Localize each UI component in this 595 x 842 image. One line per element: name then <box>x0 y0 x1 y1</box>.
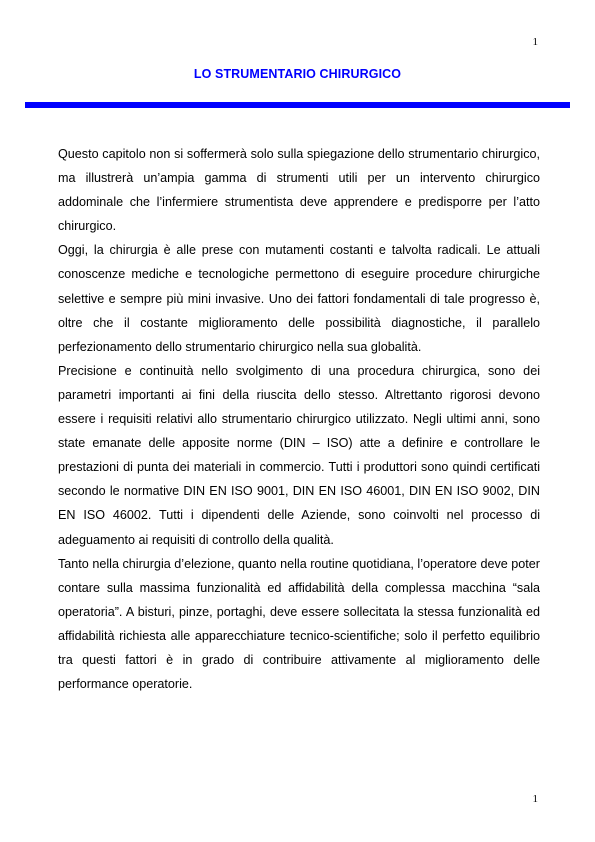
paragraph: Tanto nella chirurgia d’elezione, quanto nella routine quotidiana, l’operatore deve poter contare sulla massima funzionalità ed affidabilità della complessa macchina “sala operatoria”. A bisturi, pinze, portaghi, deve essere sollecitata la stessa funzionalità ed affidabilità richiesta alle apparecchiature tecnico-scientifiche; solo il perfetto equilibrio tra questi fattori è in grado di contribuire attivamente al miglioramento delle performance operatorie. <box>58 556 540 692</box>
paragraph: Precisione e continuità nello svolgimento di una procedura chirurgica, sono dei parametri importanti ai fini della riuscita dello stesso. Altrettanto rigorosi devono essere i requisiti relativi allo strumentario chirurgico utilizzato. Negli ultimi anni, sono state emanate delle apposite norme (DIN – ISO) atte a definire e controllare le prestazioni di punta dei materiali in commercio. Tutti i produttori sono quindi certificati secondo le normative DIN EN ISO 9001, DIN EN ISO 46001, DIN EN ISO 9002, DIN EN ISO 46002. Tutti i dipendenti delle Aziende, sono coinvolti nel processo di adeguamento ai requisiti di controllo della qualità. <box>58 363 540 547</box>
body-text <box>58 142 540 696</box>
title-divider <box>25 102 570 108</box>
paragraph: Questo capitolo non si soffermerà solo sulla spiegazione dello strumentario chirurgico, ma illustrerà un’ampia gamma di strumenti utili per un intervento chirurgico addominale che l’infermiere strumentista deve apprendere e predisporre per l’atto chirurgico. <box>58 147 540 234</box>
page-title: LO STRUMENTARIO CHIRURGICO <box>193 67 402 81</box>
paragraph: Oggi, la chirurgia è alle prese con mutamenti costanti e talvolta radicali. Le attuali conoscenze mediche e tecnologiche permettono di eseguire procedure chirurgiche selettive e sempre più mini invasive. Uno dei fattori fondamentali di tale progresso è, oltre che il costante miglioramento delle possibilità diagnostiche, il parallelo perfezionamento dello strumentario chirurgico nella sua globalità. <box>58 243 540 354</box>
page-number-bottom: 1 <box>532 793 538 805</box>
page-number-top: 1 <box>532 36 538 48</box>
